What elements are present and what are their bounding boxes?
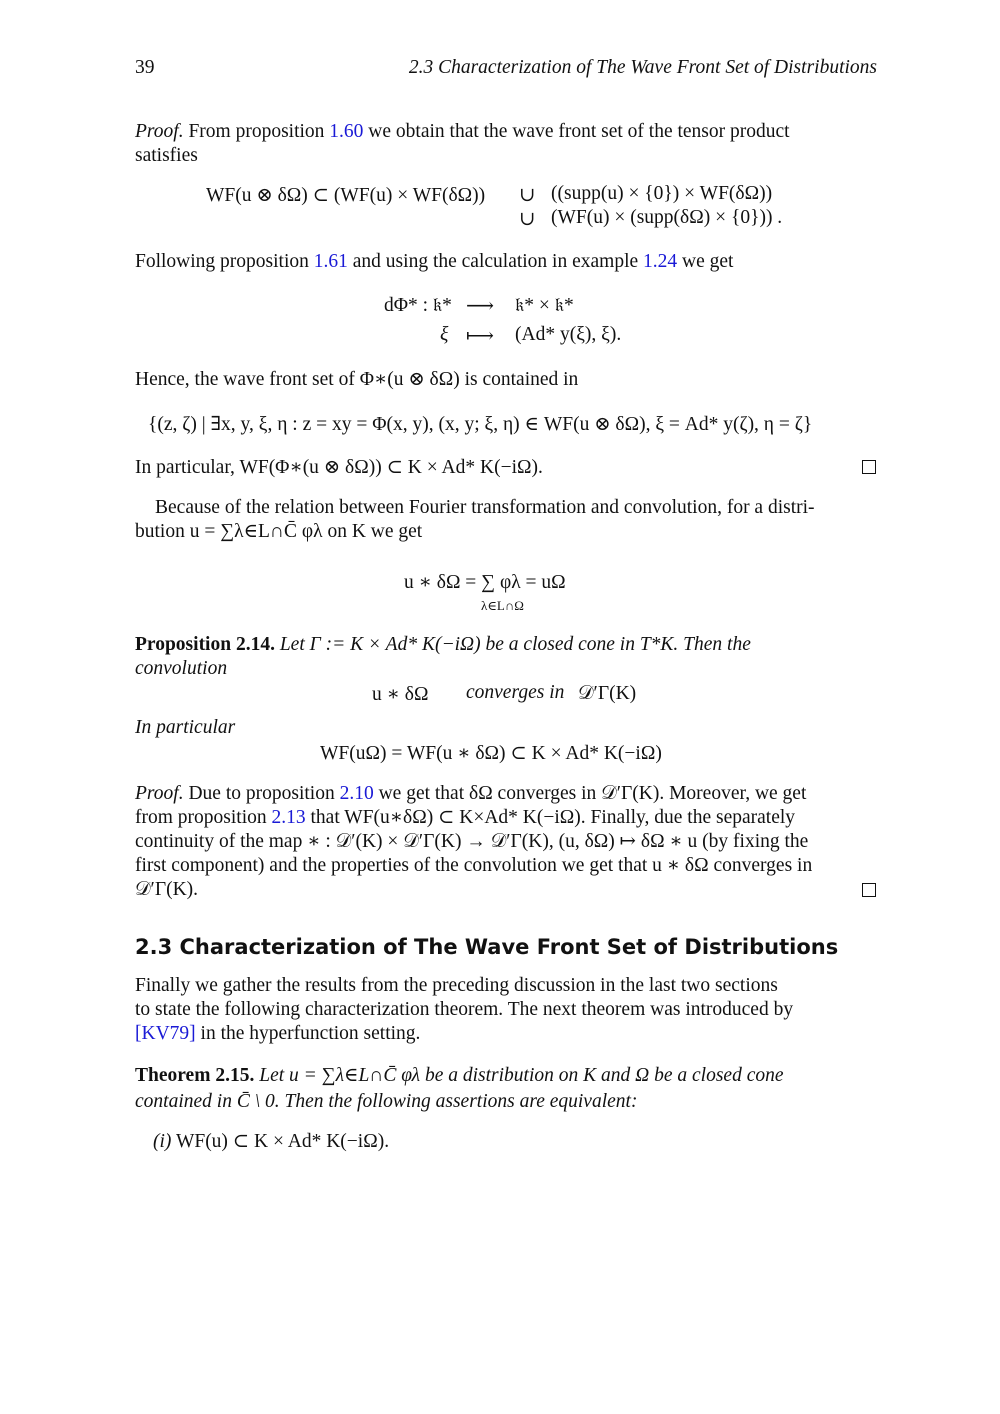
proof2-line5: 𝒟′Γ(K). [135,879,199,900]
text: and using the calculation in example [352,251,639,272]
proposition-text-line2: convolution [135,658,228,679]
proof2-line4: first component) and the properties of the convolution we get that u ∗ δΩ converges in [135,855,813,876]
equation-wf-tensor-rhs1: ((supp(u) × {0}) × WF(δΩ)) [551,183,773,204]
citation-link-kv79[interactable]: [KV79] [135,1023,196,1044]
proof-intro [135,120,877,144]
fourier-paragraph-line1: Because of the relation between Fourier transformation and convolution, for a distri- [155,497,815,518]
item-text: WF(u) ⊂ K × Ad* K(−iΩ). [175,1131,390,1152]
section-paragraph-line1: Finally we gather the results from the preceding discussion in the last two sections [135,975,778,996]
proof-label: Proof. [135,121,184,142]
equation-wf-tensor-lhs: WF(u ⊗ δΩ) ⊂ (WF(u) × WF(δΩ)) [206,185,486,206]
following-sentence [135,250,733,274]
theorem-2-15 [135,1064,784,1088]
proof2-line3: continuity of the map ∗ : 𝒟′(K) × 𝒟′Γ(K) → 𝒟′Γ(K), (u, δΩ) ↦ δΩ ∗ u (by fixing the [135,831,809,852]
text: that WF(u∗δΩ) ⊂ K×Ad* K(−iΩ). Finally, due the separately [310,807,796,828]
map-line1-rhs: 𝔨* × 𝔨* [515,295,574,316]
text: Following proposition [135,251,309,272]
theorem-label: Theorem 2.15. [135,1065,255,1086]
text: we get that δΩ converges in 𝒟′Γ(K). Moreover, we get [378,783,807,804]
running-title: 2.3 Characterization of The Wave Front Set of Distributions [408,57,877,78]
item-label: (i) [153,1131,172,1152]
theorem-item-i [153,1130,389,1154]
qed-square-icon [862,883,876,897]
mapsto-icon: ⟼ [466,326,494,347]
proof2-line1 [135,782,806,806]
arrow-icon: ⟶ [466,296,494,317]
proof-label: Proof. [135,783,184,804]
theorem-text-line2: contained in C̄ \ 0. Then the following assertions are equivalent: [135,1091,638,1112]
text: Due to proposition [188,783,335,804]
proof-intro-line2: satisfies [135,145,198,166]
proposition-label: Proposition 2.14. [135,634,275,655]
proof2-line2 [135,806,795,830]
text: in the hyperfunction setting. [200,1023,421,1044]
proposition-text: Let Γ := K × Ad* K(−iΩ) be a closed cone in T*K. Then the [279,634,751,655]
page-number: 39 [135,57,155,78]
convolution-equation: u ∗ δΩ = ∑ φλ = uΩ [404,572,566,593]
text: we get [682,251,734,272]
map-line1-lhs: dΦ* : 𝔨* [384,295,452,316]
proposition-eq2: WF(uΩ) = WF(u ∗ δΩ) ⊂ K × Ad* K(−iΩ) [320,743,662,764]
ref-link-1-60[interactable]: 1.60 [329,121,364,142]
map-line2-lhs: ξ [440,324,449,345]
proof-text: we obtain that the wave front set of the tensor product [368,121,790,142]
ref-link-2-13[interactable]: 2.13 [271,807,306,828]
text: from proposition [135,807,267,828]
set-equation: {(z, ζ) | ∃x, y, ξ, η : z = xy = Φ(x, y), (x, y; ξ, η) ∈ WF(u ⊗ δΩ), ξ = Ad* y(ζ), η = ζ} [148,414,813,435]
equation-union-op: ∪ [519,209,536,230]
ref-link-1-24[interactable]: 1.24 [643,251,678,272]
in-particular-sentence: In particular, WF(Φ∗(u ⊗ δΩ)) ⊂ K × Ad* K(−iΩ). [135,457,543,478]
proposition-eq1-mid: converges in [466,682,565,703]
proposition-eq1-left: u ∗ δΩ [372,684,429,705]
ref-link-1-61[interactable]: 1.61 [313,251,348,272]
fourier-paragraph-line2: bution u = ∑λ∈L∩C̄ φλ on K we get [135,521,423,542]
proof-text: From proposition [188,121,325,142]
section-heading: 2.3 Characterization of The Wave Front Set of Distributions [135,935,839,959]
proposition-in-particular: In particular [135,717,236,738]
section-paragraph-line2: to state the following characterization theorem. The next theorem was introduced by [135,999,794,1020]
equation-union-op: ∪ [519,185,536,206]
hence-sentence: Hence, the wave front set of Φ∗(u ⊗ δΩ) is contained in [135,369,579,390]
ref-link-2-10[interactable]: 2.10 [339,783,374,804]
section-paragraph-line3 [135,1022,420,1046]
proposition-2-14 [135,633,877,657]
map-line2-rhs: (Ad* y(ξ), ξ). [515,324,622,345]
qed-square-icon [862,460,876,474]
equation-wf-tensor-rhs2: (WF(u) × (supp(δΩ) × {0})) . [551,207,783,228]
proposition-eq1-right: 𝒟′Γ(K) [578,683,637,704]
sum-subscript: λ∈L∩Ω [481,598,524,613]
theorem-text: Let u = ∑λ∈L∩C̄ φλ be a distribution on K and Ω be a closed cone [259,1065,784,1086]
